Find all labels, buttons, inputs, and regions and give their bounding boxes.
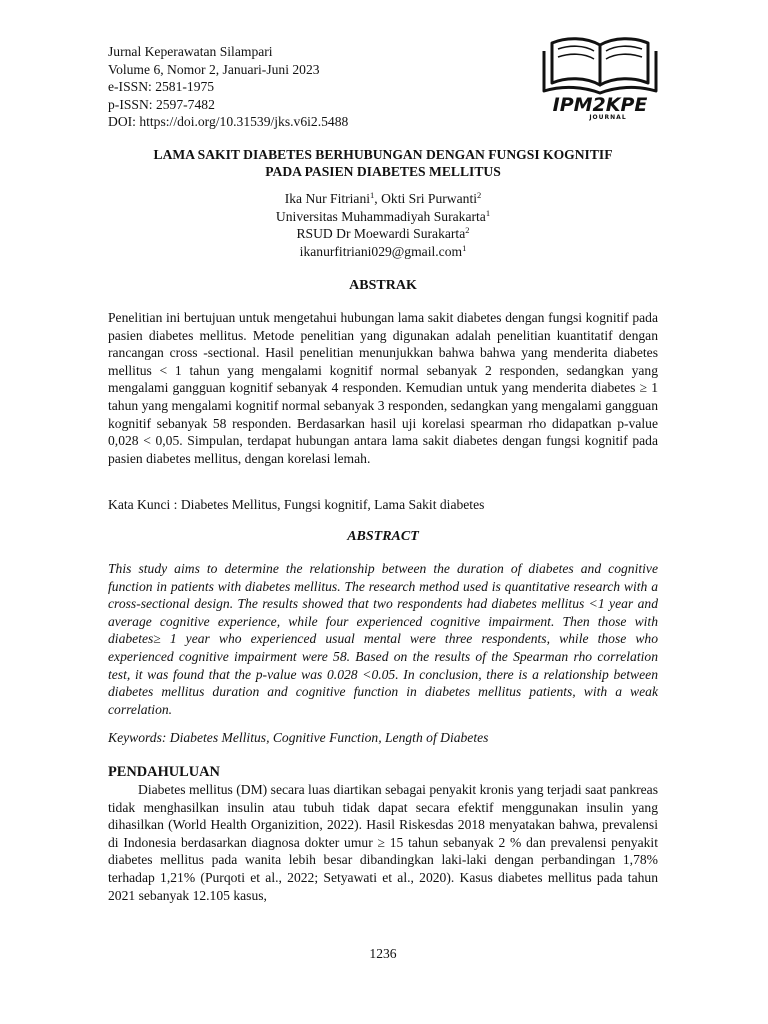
author-name-2: , Okti Sri Purwanti [374,191,478,206]
abstrak-body: Penelitian ini bertujuan untuk mengetahui hubungan lama sakit diabetes dengan fungsi kognitif pada pasien diabetes mellitus. Metode penelitian yang digunakan adalah penelitian kuantitatif dengan rancangan cross -sectional. Hasil penelitian menunjukkan bahwa bahwa yang menderita diabetes mellitus < 1 tahun yang mengalami kognitif normal sebanyak 2 responden, sedangkan yang mengalami gangguan kognitif sebanyak 4 responden. Kemudian untuk yang menderita diabetes ≥ 1 tahun yang mengalami kognitif normal sebanyak 3 responden, sedangkan yang mengalami gangguan kognitif sebanyak 58 responden. Berdasarkan hasil uji korelasi spearman rho didapatkan p-value 0,028 < 0,05. Simpulan, terdapat hubungan antara lama sakit diabetes dengan fungsi kognitif pada pasien diabetes mellitus, dengan korelasi lemah. [108,310,658,466]
logo-text: IPM2KPE [552,94,648,116]
journal-doi[interactable]: DOI: https://doi.org/10.31539/jks.v6i2.5488 [108,114,349,130]
open-book-icon [544,39,656,93]
author-sup-1: 1 [370,190,375,200]
journal-name: Jurnal Keperawatan Silampari [108,44,273,59]
abstract-keywords: Keywords: Diabetes Mellitus, Cognitive Function, Length of Diabetes [108,730,489,745]
intro-body: Diabetes mellitus (DM) secara luas diartikan sebagai penyakit kronis yang terjadi saat pankreas tidak menghasilkan insulin atau tubuh tidak dapat secara efektif menggunakan insulin yang dihasilkan (World Health Organizition, 2022). Hasil Riskesdas 2018 menyatakan bahwa, prevalensi di Indonesia berdasarkan diagnosa dokter umur ≥ 15 tahun sebanyak 2 % dan prevalensi penyakit diabetes mellitus pada wanita lebih besar dibandingkan laki-laki dengan perbandingan 1,78% terhadap 1,21% (Purqoti et al., 2022; Setyawati et al., 2020). Kasus diabetes mellitus pada tahun 2021 sebanyak 12.105 kasus, [108,782,658,903]
paper-title-line2: PADA PASIEN DIABETES MELLITUS [265,164,501,179]
journal-pissn: p-ISSN: 2597-7482 [108,96,215,112]
affiliation-2: RSUD Dr Moewardi Surakarta$^2$ [296,225,470,242]
abstrak-keywords: Kata Kunci : Diabetes Mellitus, Fungsi kognitif, Lama Sakit diabetes [108,497,485,512]
journal-volume: Volume 6, Nomor 2, Januari-Juni 2023 [108,61,320,77]
journal-eissn: e-ISSN: 2581-1975 [108,79,215,95]
author-email[interactable]: ikanurfitriani029@gmail.com$^1$ [299,242,467,259]
abstract-body: This study aims to determine the relationship between the duration of diabetes and cognitive function in patients with diabetes mellitus. The research method used is quantitative research with a cross-sectional design. The results showed that two respondents had diabetes mellitus <1 year and average cognitive experience, while four experienced cognitive impairment. Then those with diabetes≥ 1 year who experienced usual mental were three respondents, while those who experienced cognitive impairment were 58. Based on the results of the Spearman rho correlation test, it was found that the p-value was 0.028 <0.05. In conclusion, there is a relationship between diabetes mellitus duration and cognitive function in diabetes mellitus patients, with a weak correlation. [108,561,658,717]
author-name-1: Ika Nur Fitriani [284,191,371,206]
paper-title [108,146,658,180]
affiliation-1: Universitas Muhammadiyah Surakarta$^1$ [275,207,491,224]
logo-subtext: JOURNAL [589,114,627,121]
abstrak-heading: ABSTRAK [349,278,417,293]
author-sup-2: 2 [477,190,482,200]
journal-info [108,43,348,131]
abstract-heading: ABSTRACT [347,529,419,544]
intro-heading: PENDAHULUAN [108,764,220,780]
author-block [108,190,658,260]
journal-page [108,0,658,1024]
page-number: 1236 [369,946,397,961]
paper-title-line1: LAMA SAKIT DIABETES BERHUBUNGAN DENGAN FUNGSI KOGNITIF [153,147,613,162]
journal-logo [538,33,662,121]
author-names [108,190,658,208]
